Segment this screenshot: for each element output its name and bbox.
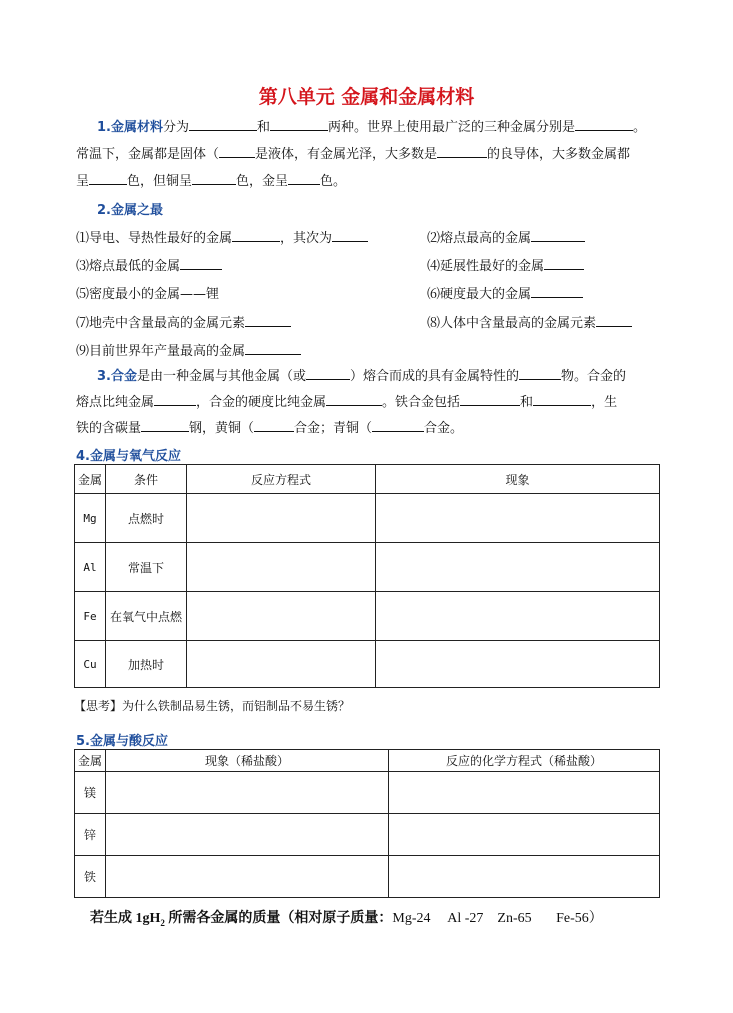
blank-field <box>89 172 127 185</box>
text: 分为 <box>162 120 189 135</box>
section1-line3 <box>76 170 346 189</box>
metal-cell: Cu <box>75 641 106 688</box>
column-header: 现象（稀盐酸） <box>106 750 389 772</box>
text: ⑼目前世界年产量最高的金属 <box>76 344 246 359</box>
equation-cell[interactable] <box>389 814 660 856</box>
text: ⑹硬度最大的金属 <box>427 287 532 302</box>
blank-field <box>575 118 633 131</box>
blank-field <box>189 118 257 131</box>
text: 。铁合金包括 <box>382 395 461 410</box>
blank-field <box>270 118 328 131</box>
text: ，其次为 <box>280 231 333 246</box>
section3-line3 <box>76 417 463 436</box>
text: 。 <box>633 120 647 135</box>
blank-field <box>192 172 236 185</box>
table-header-row <box>75 750 660 772</box>
subscript: 2 <box>160 917 165 928</box>
equation-cell[interactable] <box>389 856 660 898</box>
blank-field <box>141 419 189 432</box>
section2-heading: 2.金属之最 <box>97 203 163 218</box>
text: 钢，黄铜（ <box>189 421 255 436</box>
acid-reaction-table <box>74 749 660 898</box>
superlative-item <box>427 227 585 246</box>
superlative-item <box>427 312 632 331</box>
metal-cell: 镁 <box>75 772 106 814</box>
text: ⑻人体中含量最高的金属元素 <box>427 316 597 331</box>
metal-cell: 铁 <box>75 856 106 898</box>
blank-field <box>180 257 222 270</box>
phenomenon-cell[interactable] <box>106 856 389 898</box>
superlative-item <box>427 283 583 302</box>
phenomenon-cell[interactable] <box>376 543 660 592</box>
blank-field <box>219 145 255 158</box>
table-row <box>75 814 660 856</box>
table-row <box>75 856 660 898</box>
blank-field <box>326 393 382 406</box>
blank-field <box>245 314 291 327</box>
equation-cell[interactable] <box>187 494 376 543</box>
column-header: 金属 <box>75 750 106 772</box>
text: 和 <box>520 395 534 410</box>
condition-cell: 点燃时 <box>106 494 187 543</box>
text: ⑺地壳中含量最高的金属元素 <box>76 316 246 331</box>
text: ⑴导电、导热性最好的金属 <box>76 231 233 246</box>
text: 熔点比纯金属 <box>76 395 155 410</box>
text: 是液体，有金属光泽，大多数是 <box>255 147 438 162</box>
superlative-item <box>76 227 368 246</box>
equation-cell[interactable] <box>389 772 660 814</box>
table-header-row <box>75 465 660 494</box>
superlative-item: ⑸密度最小的金属——锂 <box>76 287 220 302</box>
blank-field <box>245 342 301 355</box>
column-header: 反应的化学方程式（稀盐酸） <box>389 750 660 772</box>
page-title: 第八单元 金属和金属材料 <box>258 86 475 108</box>
blank-field <box>332 229 368 242</box>
blank-field <box>154 393 196 406</box>
table-row <box>75 641 660 688</box>
phenomenon-cell[interactable] <box>106 772 389 814</box>
table-row <box>75 592 660 641</box>
text: ⑵熔点最高的金属 <box>427 231 532 246</box>
phenomenon-cell[interactable] <box>376 494 660 543</box>
think-question: 【思考】为什么铁制品易生锈，而铝制品不易生锈？ <box>74 699 351 713</box>
column-header: 反应方程式 <box>187 465 376 494</box>
table-row <box>75 494 660 543</box>
text: 合金；青铜（ <box>294 421 373 436</box>
phenomenon-cell[interactable] <box>376 592 660 641</box>
atomic-masses: Mg-24 Al -27 Zn-65 Fe-56） <box>392 911 603 926</box>
blank-field <box>232 229 280 242</box>
section4-heading: 4.金属与氧气反应 <box>76 449 181 464</box>
text: 色，金呈 <box>236 174 289 189</box>
superlative-item <box>76 340 301 359</box>
table-row <box>75 772 660 814</box>
blank-field <box>533 393 591 406</box>
column-header: 金属 <box>75 465 106 494</box>
blank-field <box>544 257 584 270</box>
text: ⑷延展性最好的金属 <box>427 259 545 274</box>
blank-field <box>531 229 585 242</box>
section3-line1 <box>97 365 626 384</box>
metal-cell: Al <box>75 543 106 592</box>
blank-field <box>596 314 632 327</box>
hydrogen-mass-question <box>90 907 603 928</box>
text: ，生 <box>591 395 618 410</box>
metal-cell: Mg <box>75 494 106 543</box>
blank-field <box>306 367 350 380</box>
section1-line2 <box>76 143 630 162</box>
oxygen-reaction-table <box>74 464 660 688</box>
column-header: 现象 <box>376 465 660 494</box>
blank-field <box>372 419 424 432</box>
text: 物。合金的 <box>561 369 627 384</box>
text: 呈 <box>76 174 90 189</box>
blank-field <box>254 419 294 432</box>
text: ）熔合而成的具有金属特性的 <box>350 369 520 384</box>
metal-cell: 锌 <box>75 814 106 856</box>
text: 是由一种金属与其他金属（或 <box>136 369 306 384</box>
blank-field <box>519 367 561 380</box>
text: 色，但铜呈 <box>127 174 193 189</box>
section1-heading: 1.金属材料 <box>97 120 163 135</box>
superlative-item <box>427 255 584 274</box>
equation-cell[interactable] <box>187 641 376 688</box>
condition-cell: 在氧气中点燃 <box>106 592 187 641</box>
text: 常温下，金属都是固体（ <box>76 147 220 162</box>
equation-cell[interactable] <box>187 592 376 641</box>
text: 合金。 <box>424 421 464 436</box>
text: 若生成 1gH <box>90 911 161 926</box>
text: 和 <box>257 120 271 135</box>
column-header: 条件 <box>106 465 187 494</box>
text: 两种。世界上使用最广泛的三种金属分别是 <box>328 120 576 135</box>
blank-field <box>531 285 583 298</box>
text: 铁的含碳量 <box>76 421 142 436</box>
blank-field <box>460 393 520 406</box>
text: 所需各金属的质量（相对原子质量： <box>164 911 393 926</box>
blank-field <box>437 145 487 158</box>
phenomenon-cell[interactable] <box>106 814 389 856</box>
section3-heading: 3.合金 <box>97 369 137 384</box>
superlative-item <box>76 255 222 274</box>
text: 的良导体，大多数金属都 <box>487 147 631 162</box>
condition-cell: 常温下 <box>106 543 187 592</box>
table-row <box>75 543 660 592</box>
superlative-item <box>76 312 291 331</box>
section1-line1 <box>97 116 646 135</box>
section3-line2 <box>76 391 617 410</box>
text: ，合金的硬度比纯金属 <box>196 395 327 410</box>
text: 色。 <box>320 174 347 189</box>
condition-cell: 加热时 <box>106 641 187 688</box>
blank-field <box>288 172 320 185</box>
metal-cell: Fe <box>75 592 106 641</box>
phenomenon-cell[interactable] <box>376 641 660 688</box>
equation-cell[interactable] <box>187 543 376 592</box>
text: ⑶熔点最低的金属 <box>76 259 181 274</box>
section5-heading: 5.金属与酸反应 <box>76 734 168 749</box>
